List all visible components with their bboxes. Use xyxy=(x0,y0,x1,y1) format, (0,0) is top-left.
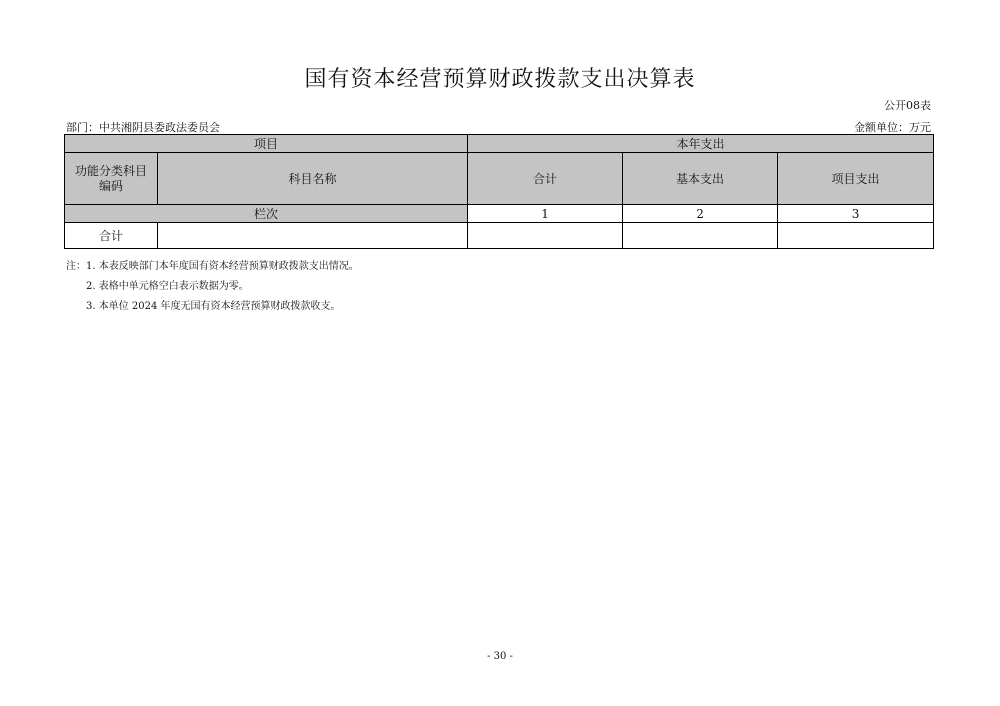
header-item: 项目 xyxy=(65,135,468,153)
note-3: 3. 本单位 2024 年度无国有资本经营预算财政拨款收支。 xyxy=(86,301,341,312)
note-2: 2. 表格中单元格空白表示数据为零。 xyxy=(86,281,249,292)
page-number: - 30 - xyxy=(487,651,513,662)
page-title: 国有资本经营预算财政拨款支出决算表 xyxy=(304,67,696,92)
total-row-basic xyxy=(623,223,778,249)
index-2: 2 xyxy=(623,205,778,223)
total-row-label: 合计 xyxy=(65,223,158,249)
note-1: 注：1. 本表反映部门本年度国有资本经营预算财政拨款支出情况。 xyxy=(66,261,359,272)
expenditure-table xyxy=(64,134,934,249)
total-row-total xyxy=(468,223,623,249)
table-header-row-2 xyxy=(65,153,934,205)
total-row-project xyxy=(778,223,934,249)
header-function-code xyxy=(65,153,158,205)
index-1: 1 xyxy=(468,205,623,223)
table-row xyxy=(65,223,934,249)
header-subject-name: 科目名称 xyxy=(158,153,468,205)
index-3: 3 xyxy=(778,205,934,223)
index-label: 栏次 xyxy=(65,205,468,223)
total-row-name xyxy=(158,223,468,249)
header-current-year: 本年支出 xyxy=(468,135,934,153)
form-number: 公开08表 xyxy=(884,99,931,112)
notes xyxy=(66,257,359,317)
header-project-expenditure: 项目支出 xyxy=(778,153,934,205)
header-total: 合计 xyxy=(468,153,623,205)
department-label: 部门：中共湘阴县委政法委员会 xyxy=(66,121,220,134)
header-function-code-line2: 编码 xyxy=(98,178,123,193)
table-index-row xyxy=(65,205,934,223)
table-header-row-1 xyxy=(65,135,934,153)
header-basic-expenditure: 基本支出 xyxy=(623,153,778,205)
header-function-code-line1: 功能分类科目 xyxy=(74,163,147,178)
amount-unit-label: 金额单位：万元 xyxy=(854,121,931,134)
